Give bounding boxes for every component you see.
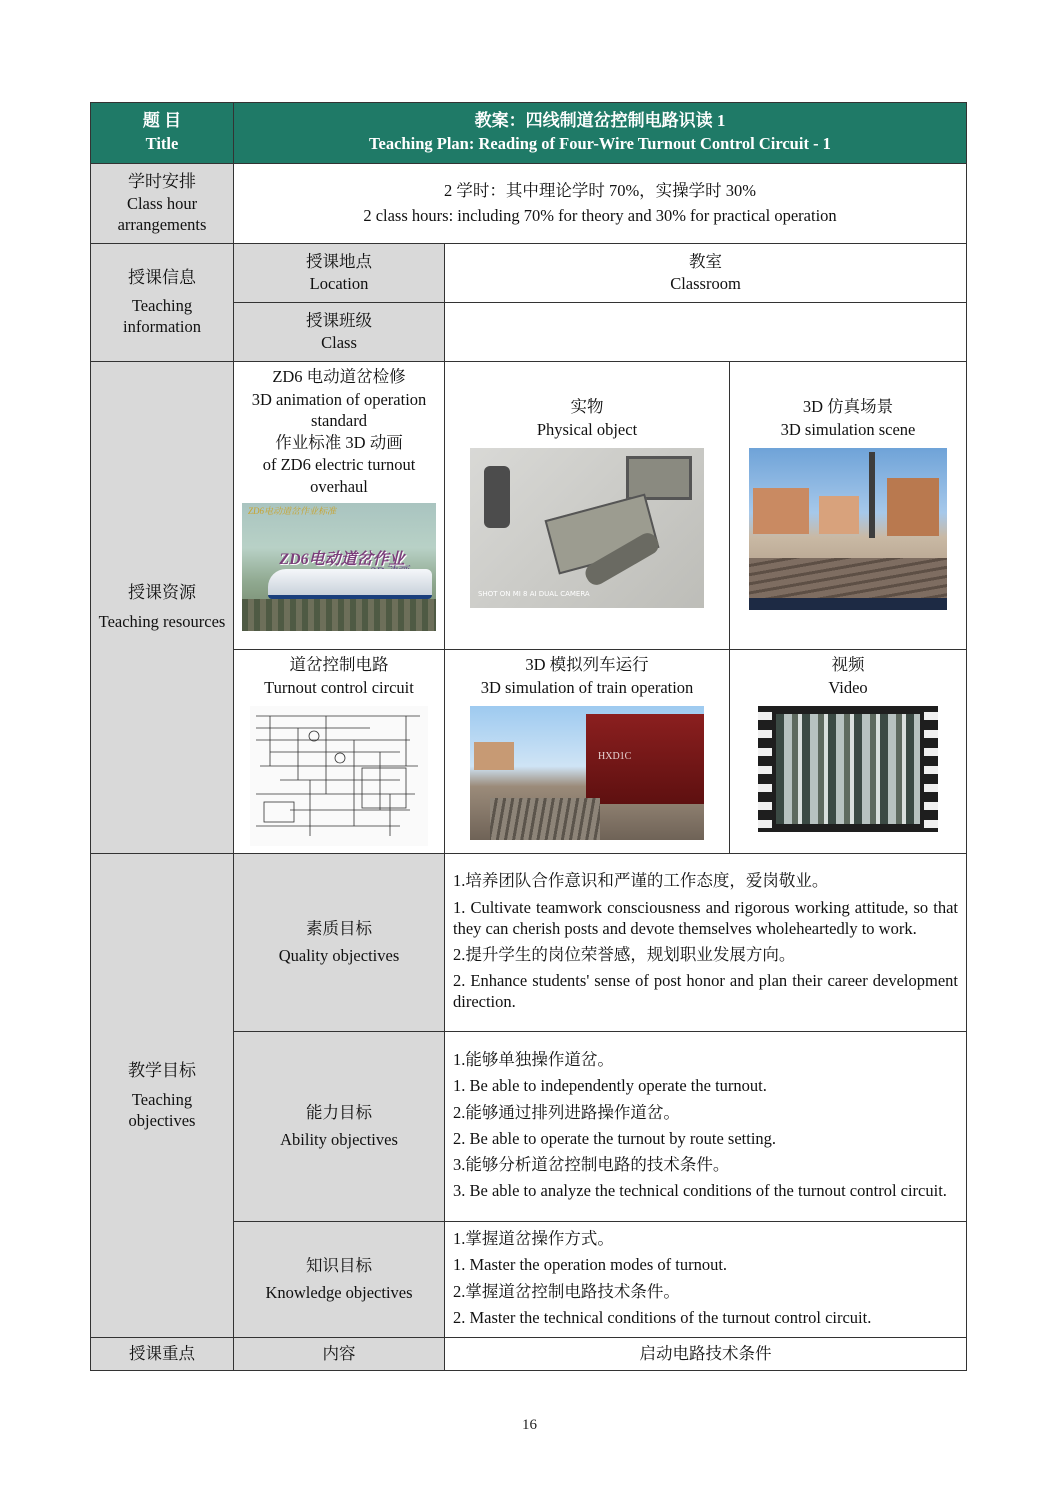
resource-scene-zh: 3D 仿真场景 <box>802 397 894 416</box>
train-operation-image[interactable] <box>470 706 704 840</box>
resource-train-cell <box>445 650 730 854</box>
resource-train-en: 3D simulation of train operation <box>480 677 694 697</box>
ability-line-4: 2. Be able to operate the turnout by route setting. <box>453 1128 777 1148</box>
location-value-zh: 教室 <box>689 251 722 271</box>
resource-scene-cell <box>730 362 967 650</box>
key-points-content-value-cell: 启动电路技术条件 <box>445 1338 967 1371</box>
resource-animation-cell <box>234 362 445 650</box>
film-strip-left-icon <box>758 706 772 832</box>
location-label-zh: 授课地点 <box>306 251 372 271</box>
title-value-en: Teaching Plan: Reading of Four-Wire Turnout Control Circuit - 1 <box>369 134 831 154</box>
location-label-cell <box>234 244 445 303</box>
class-value-cell <box>445 303 967 362</box>
animation-banner: ZD6电动道岔作业标准 <box>248 506 337 517</box>
knowledge-line-2: 1. Master the operation modes of turnout. <box>453 1255 728 1275</box>
objectives-label-en: Teaching objectives <box>128 1089 196 1130</box>
objectives-label-zh: 教学目标 <box>128 1060 196 1080</box>
knowledge-label-cell <box>234 1222 445 1338</box>
key-points-content-label-cell: 内容 <box>234 1338 445 1371</box>
station-building-shape <box>474 742 514 770</box>
signal-mast-shape <box>869 452 875 538</box>
knowledge-line-1: 1.掌握道岔操作方式。 <box>453 1229 614 1248</box>
taskbar-shape <box>749 598 947 610</box>
physical-object-photo[interactable] <box>470 448 704 608</box>
resource-video-zh: 视频 <box>831 655 865 674</box>
ability-content-cell <box>445 1032 967 1222</box>
circuit-diagram-image[interactable] <box>250 706 428 846</box>
resource-animation-zh2: 作业标准 3D 动画 <box>275 432 403 452</box>
rail-shape <box>749 558 947 598</box>
resources-label-cell <box>91 362 234 854</box>
resource-animation-en2: of ZD6 electric turnout overhaul <box>262 455 416 496</box>
resource-scene-en: 3D simulation scene <box>780 419 916 439</box>
quality-label-cell <box>234 854 445 1032</box>
quality-line-2: 1. Cultivate teamwork consciousness and rigorous working attitude, so that they can cherish posts and devote themselves wholeheartedly to work. <box>453 897 958 939</box>
quality-line-4: 2. Enhance students' sense of post honor and plan their career development direction. <box>453 970 958 1012</box>
class-label-cell <box>234 303 445 362</box>
teaching-info-label-en: Teaching information <box>123 296 201 336</box>
key-points-row <box>91 1338 967 1371</box>
title-row <box>91 103 967 164</box>
relay-rack-shape <box>776 714 920 824</box>
resource-video-en: Video <box>828 677 868 697</box>
resource-train-zh: 3D 模拟列车运行 <box>525 655 649 674</box>
quality-label-en: Quality objectives <box>278 945 400 965</box>
video-thumbnail[interactable] <box>758 706 938 832</box>
resources-row-1 <box>91 362 967 650</box>
objectives-label-cell <box>91 854 234 1338</box>
lesson-plan-table <box>90 102 967 1371</box>
knowledge-line-3: 2.掌握道岔控制电路技术条件。 <box>453 1281 680 1301</box>
class-hours-value-en: 2 class hours: including 70% for theory and 30% for practical operation <box>363 206 837 225</box>
lesson-plan-sheet <box>90 102 966 1371</box>
ability-line-1: 1.能够单独操作道岔。 <box>453 1050 614 1070</box>
page-number: 16 <box>522 1417 537 1433</box>
teaching-info-label-cell <box>91 244 234 362</box>
quality-line-1: 1.培养团队合作意识和严谨的工作态度，爱岗敬业。 <box>453 871 829 891</box>
resource-animation-zh1: ZD6 电动道岔检修 <box>272 367 406 386</box>
building-shape-2 <box>819 496 859 534</box>
quality-label-zh: 素质目标 <box>306 919 372 939</box>
resource-circuit-en: Turnout control circuit <box>264 677 414 697</box>
resource-physical-cell <box>445 362 730 650</box>
resource-physical-en: Physical object <box>536 419 638 439</box>
title-value-cell <box>234 103 967 164</box>
knowledge-label-zh: 知识目标 <box>306 1256 372 1276</box>
quality-content-cell <box>445 854 967 1032</box>
resource-circuit-cell <box>234 650 445 854</box>
class-hours-row <box>91 164 967 244</box>
track-perspective-shape <box>490 798 600 840</box>
quality-objectives-row <box>91 854 967 1032</box>
key-points-label-cell: 授课重点 <box>91 1338 234 1371</box>
class-label-zh: 授课班级 <box>306 310 372 330</box>
class-hours-value-zh: 2 学时：其中理论学时 70%，实操学时 30% <box>443 180 757 200</box>
title-value-zh: 教案：四线制道岔控制电路识读 1 <box>474 111 726 131</box>
track-shape <box>242 599 436 631</box>
building-shape-3 <box>887 478 939 536</box>
knowledge-content-cell <box>445 1222 967 1338</box>
title-label-cell <box>91 103 234 164</box>
ability-line-3: 2.能够通过排列进路操作道岔。 <box>453 1102 680 1122</box>
photo-watermark: SHOT ON MI 8 AI DUAL CAMERA <box>478 589 590 598</box>
ability-line-6: 3. Be able to analyze the technical conditions of the turnout control circuit. <box>453 1181 947 1201</box>
class-label-en: Class <box>321 333 357 352</box>
simulation-scene-image[interactable] <box>749 448 947 610</box>
class-hours-label-cell <box>91 164 234 244</box>
title-label-en: Title <box>145 134 179 154</box>
location-value-en: Classroom <box>670 274 741 293</box>
resources-label-zh: 授课资源 <box>128 583 196 603</box>
knowledge-line-4: 2. Master the technical conditions of the turnout control circuit. <box>453 1307 872 1327</box>
quality-line-3: 2.提升学生的岗位荣誉感，规划职业发展方向。 <box>453 944 796 964</box>
knowledge-label-en: Knowledge objectives <box>265 1282 413 1302</box>
locomotive-label: HXD1C <box>598 750 632 762</box>
resources-label-en: Teaching resources <box>98 612 226 632</box>
location-row <box>91 244 967 303</box>
resource-circuit-zh: 道岔控制电路 <box>289 655 389 674</box>
teaching-info-label-zh: 授课信息 <box>128 268 196 288</box>
machine-post-shape <box>484 466 510 528</box>
ability-line-2: 1. Be able to independently operate the turnout. <box>453 1076 767 1096</box>
box-shape <box>626 456 692 500</box>
class-hours-value-cell <box>234 164 967 244</box>
class-hours-label-zh: 学时安排 <box>128 172 196 192</box>
resource-physical-zh: 实物 <box>570 397 604 416</box>
class-hours-label-en: Class hour arrangements <box>117 194 207 234</box>
resource-animation-en1: 3D animation of operation standard <box>251 389 427 431</box>
animation-thumbnail[interactable] <box>242 503 436 631</box>
location-label-en: Location <box>309 274 369 293</box>
ability-line-5: 3.能够分析道岔控制电路的技术条件。 <box>453 1155 730 1175</box>
resource-video-cell <box>730 650 967 854</box>
film-strip-right-icon <box>924 706 938 832</box>
ability-label-zh: 能力目标 <box>306 1103 372 1123</box>
ability-label-en: Ability objectives <box>280 1129 398 1149</box>
train-shape <box>268 569 432 599</box>
location-value-cell <box>445 244 967 303</box>
animation-overlay-text: ZD6电动道岔作业 <box>279 551 405 569</box>
building-shape-1 <box>753 488 809 534</box>
ability-label-cell <box>234 1032 445 1222</box>
title-label-zh: 题 目 <box>142 111 182 131</box>
